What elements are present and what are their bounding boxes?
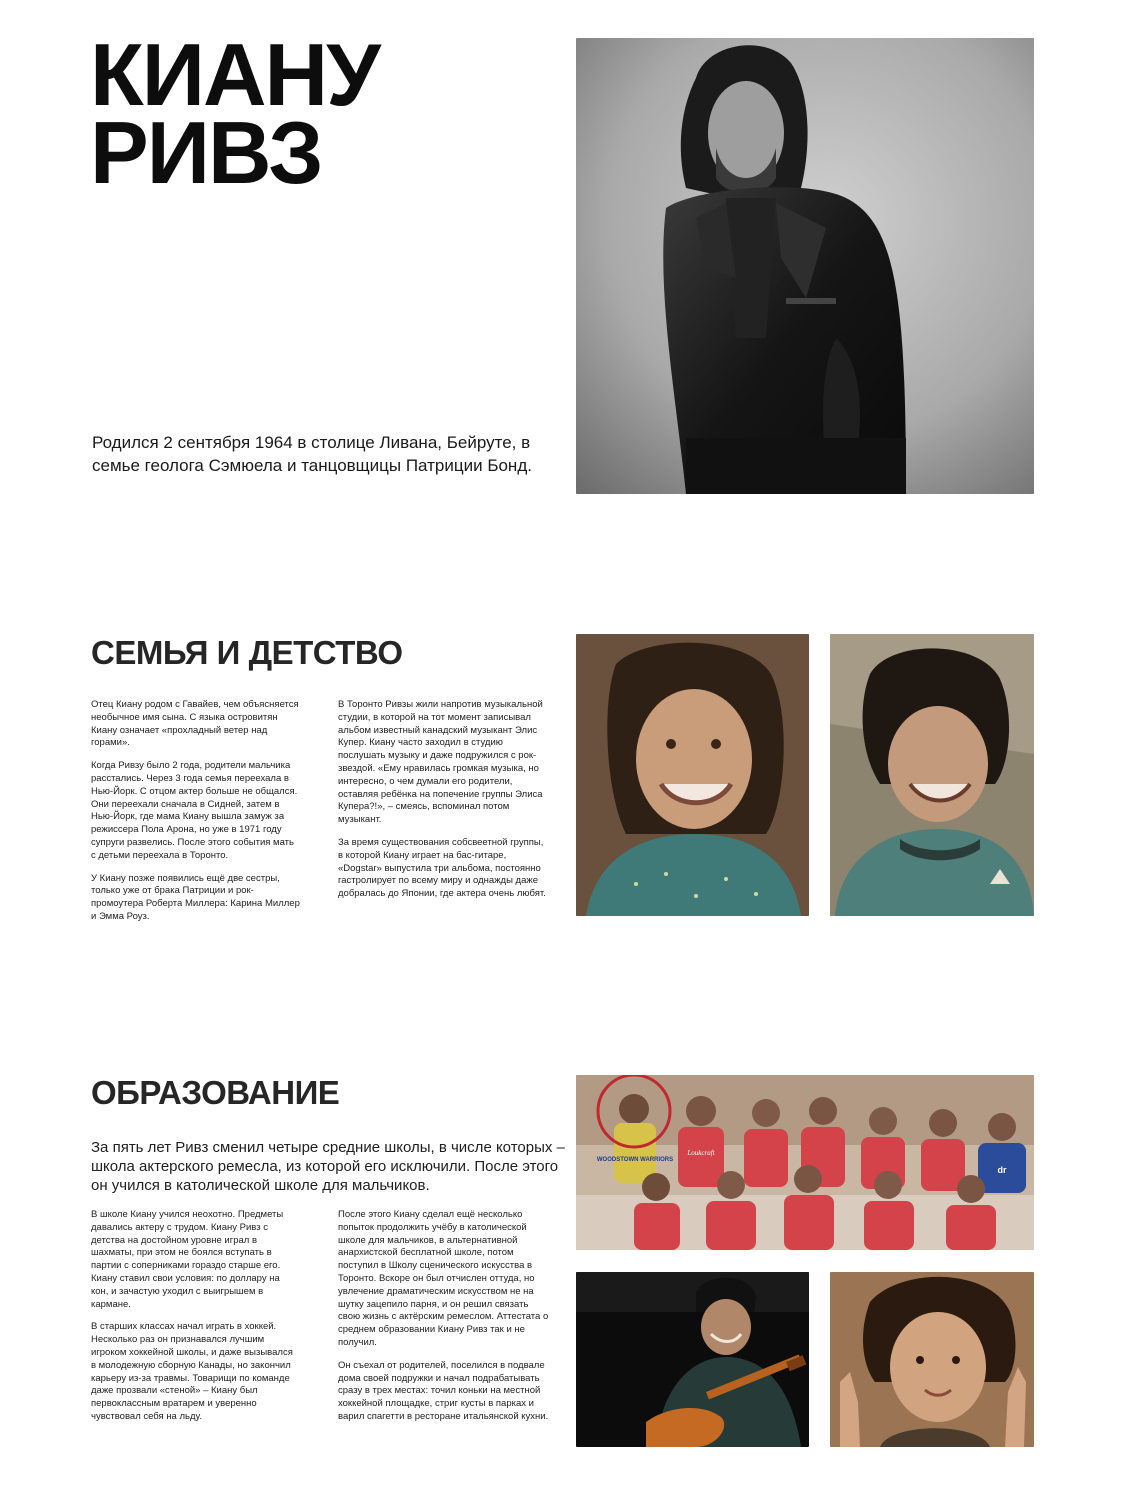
education-lead: За пять лет Ривз сменил четыре средние школы, в числе которых – школа актерского ремесла, из которой его исключили. После этого он учился в католической школе для мальчиков. bbox=[91, 1139, 565, 1194]
education-col1-p1: В школе Киану учился неохотно. Предметы давались актеру с трудом. Киану Ривз с детства на достойном уровне играл в шахматы, при этом не боялся вступать в партии с соперниками гораздо старше его. Киану ставил свои условия: по доллару на кон, и зачастую уходил с выигрышем в кармане. bbox=[91, 1209, 284, 1310]
hero-title-line1: КИАНУ bbox=[90, 25, 379, 124]
family-col1-p2: Когда Ривзу было 2 года, родители мальчика расстались. Через 3 года семья переехала в Нью-Йорк. С отцом актер больше не общался. Они переехали сначала в Сидней, затем в Нью-Йорк, где мама Киану вышла замуж за режиссера Пола Арона, но уже в 1971 году супруги развелись. После этого события мать с детьми переехала в Торонто. bbox=[91, 760, 298, 861]
education-col1-p2: В старших классах начал играть в хоккей. Несколько раз он признавался лучшим игроком хоккейной школы, и даже вызывался в молодежную сборную Канады, но закончил карьеру из-за травмы. Товарищи по команде даже прозвали «стеной» – Киану был первоклассным вратарем и уверенно чувствовал себя на льду. bbox=[91, 1321, 293, 1422]
family-col1-p3: У Киану позже появились ещё две сестры, только уже от брака Патриции и рок-промоутера Роберта Миллера: Карина Миллер и Эмма Роуз. bbox=[91, 872, 300, 922]
hero-portrait-photo bbox=[576, 38, 1034, 494]
family-heading: СЕМЬЯ И ДЕТСТВО bbox=[91, 634, 403, 671]
education-col2-p2: Он съехал от родителей, поселился в подвале дома своей подружки и начал подрабатывать сразу в трех местах: точил коньки на местной хоккейной площадке, стриг кусты в парках и варил спагетти в ресторане итальянской кухни. bbox=[338, 1359, 549, 1422]
family-col2-p2: За время существования собсвеетной группы, в которой Киану играет на бас-гитаре, «Dogstar» выпустила три альбома, постоянно гастролирует по всему миру и однажды даже добралась до Японии, где актера очень любят. bbox=[338, 836, 546, 900]
jersey-logo-text: Loukcraft bbox=[687, 1149, 715, 1157]
education-heading: ОБРАЗОВАНИЕ bbox=[91, 1074, 340, 1111]
education-col2-p1: После этого Киану сделал ещё несколько попыток продолжить учёбу в католической школе для мальчиков, в альтернативной анархистской бесплатной школе, потом поступил в Школу сценического искусства в Торонто. Вскоре он был отчислен оттуда, но увлечение драматическим искусством не на шутку зацепило парня, и он решил связать свою жизнь с актёрским ремеслом. Аттестата о среднем образовании Киану Ривз так и не получил. bbox=[338, 1209, 549, 1348]
young-portrait-photo bbox=[830, 1272, 1034, 1447]
hero-title-line2: РИВЗ bbox=[90, 103, 322, 202]
hero-title bbox=[90, 25, 550, 202]
family-col2-p1: В Торонто Ривзы жили напротив музыкальной студии, в которой на тот момент записывал альбом известный канадский музыкант Элис Купер. Киану часто заходил в студию послушать музыку и даже подружился с рок-звездой. «Ему нравилась громкая музыка, но интересно, о чем думали его родители, оставляя ребёнка на попечение группы Элиса Купера?!», – смеясь, вспоминал потом музыкант. bbox=[338, 699, 543, 826]
hockey-team-photo bbox=[576, 1075, 1034, 1250]
education-column-left bbox=[91, 1209, 296, 1434]
education-column-right bbox=[338, 1209, 551, 1434]
teen-photo-laughing bbox=[830, 634, 1034, 916]
goalie-jersey-text: WOODSTOWN WARRIORS bbox=[596, 1157, 674, 1163]
coach-badge-text: dr bbox=[997, 1165, 1007, 1175]
hero-intro: Родился 2 сентября 1964 в столице Ливана, Бейруте, в семье геолога Сэмюела и танцовщицы Патриции Бонд. bbox=[92, 433, 532, 475]
family-col1-p1: Отец Киану родом с Гавайев, чем объясняется необычное имя сына. С языка островитян Киану означает «прохладный ветер над горами». bbox=[91, 699, 299, 749]
bass-guitar-photo bbox=[576, 1272, 809, 1447]
family-column-left bbox=[91, 699, 301, 934]
family-column-right bbox=[338, 699, 551, 911]
child-photo-smiling bbox=[576, 634, 809, 916]
